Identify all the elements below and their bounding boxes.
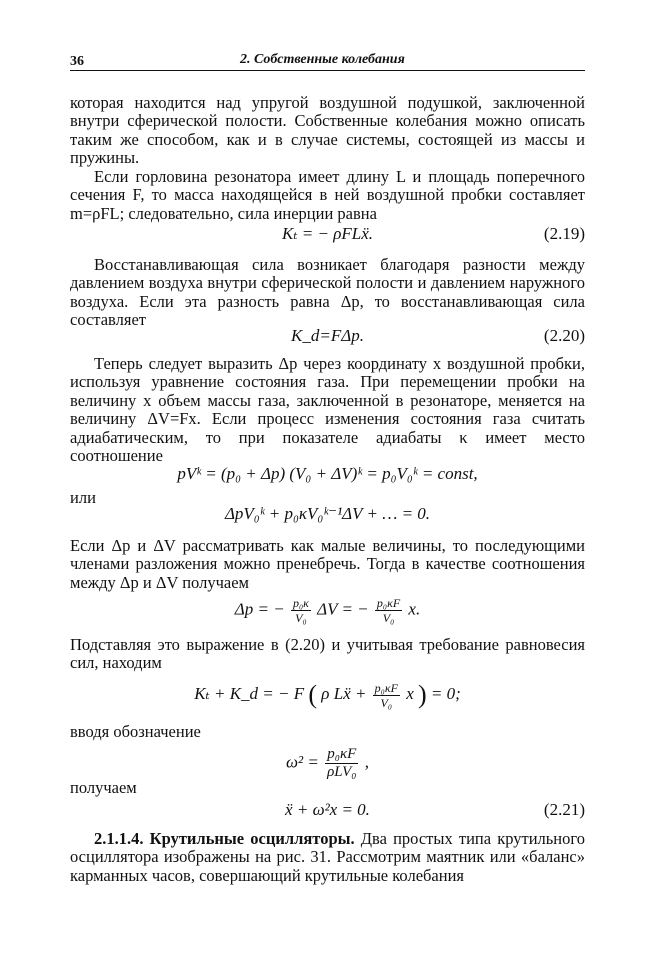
equation-number-2-19: (2.19) — [543, 224, 585, 243]
fraction: $\frac{\text{p₀κF}}{\text{ρLV₀}}$ — [327, 746, 357, 780]
fraction: $\frac{\text{p₀κ}}{\text{V₀}}$ — [292, 596, 309, 625]
page-number: 36 — [70, 54, 84, 69]
label-notation: вводя обозначение — [70, 722, 201, 741]
equation-number-2-21: (2.21) — [543, 800, 585, 819]
paragraph-6: Если Δp и ΔV рассматривать как малые величины, то последующими членами разложения можно пренебречь. Тогда в качестве соотношения между Δp и ΔV получаем — [70, 536, 585, 592]
equation-2-19: Kₜ = − ρFLẍ. — [281, 224, 374, 243]
paragraph-4: Теперь следует выразить Δp через координату x воздушной пробки, используя уравнение состояния газа. При перемещении пробки на величину x объем массы газа, заключенной в резонаторе, меняется на величину ΔV=Fx. Если процесс изменения состояния газа считать адиабатическим, то при показателе адиабаты κ имеет место соотношение — [70, 354, 585, 466]
paragraph-2: Если горловина резонатора имеет длину L и площадь поперечного сечения F, то масса находящейся в ней воздушной пробки составляет m=ρFL; следовательно, сила инерции равна — [70, 167, 585, 223]
equation-adiabat: pVᵏ = (p₀ + Δp) (V₀ + ΔV)ᵏ = p₀V₀ᵏ = const, — [177, 464, 478, 483]
equation-2-20: K_d=FΔp. — [291, 326, 364, 345]
label-or: или — [70, 488, 96, 507]
paragraph-3: Восстанавливающая сила возникает благодаря разности между давлением воздуха внутри сферической полости и давлением наружного воздуха. Если эта разность равна Δp, то восстанавливающая сила составляет — [70, 255, 585, 330]
label-obtain: получаем — [70, 778, 137, 797]
equation-series: ΔpV₀ᵏ + p₀κV₀ᵏ⁻¹ΔV + … = 0. — [224, 504, 431, 523]
paragraph-1: которая находится над упругой воздушной подушкой, заключенной внутри сферической полости. Собственные колебания можно описать таким же способом, как и в случае системы, состоящей из массы и пружины. — [70, 93, 585, 168]
section-heading: 2.1.1.4. Крутильные осцилляторы. — [94, 829, 355, 848]
paragraph-10: 2.1.1.4. Крутильные осцилляторы. Два простых типа крутильного осциллятора изображены на рис. 31. Рассмотрим маятник или «баланс» карманных часов, совершающий крутильные колебания — [70, 829, 585, 885]
equation-delta-p: Δp = − $\frac{\text{p₀κ}}{\text{V₀}}$ ΔV = − $\frac{\text{p₀κF}}{\text{V₀}}$ x. — [234, 596, 421, 625]
equation-number-2-20: (2.20) — [543, 326, 585, 345]
fraction: $\frac{\text{p₀κF}}{\text{V₀}}$ — [376, 596, 401, 625]
chapter-title: 2. Собственные колебания — [240, 52, 405, 67]
running-header — [70, 52, 585, 71]
equation-2-21: ẍ + ω²x = 0. — [285, 800, 370, 819]
equation-balance: Kₜ + K_d = − F ( ρ Lẍ + $\frac{\text{p₀κF}}{\text{V₀}}$ x ) = 0; — [194, 680, 461, 710]
paragraph-7: Подставляя это выражение в (2.20) и учитывая требование равновесия сил, находим — [70, 635, 585, 673]
equation-omega: ω² = $\frac{\text{p₀κF}}{\text{ρLV₀}}$ , — [286, 746, 369, 780]
fraction: $\frac{\text{p₀κF}}{\text{V₀}}$ — [374, 680, 398, 710]
